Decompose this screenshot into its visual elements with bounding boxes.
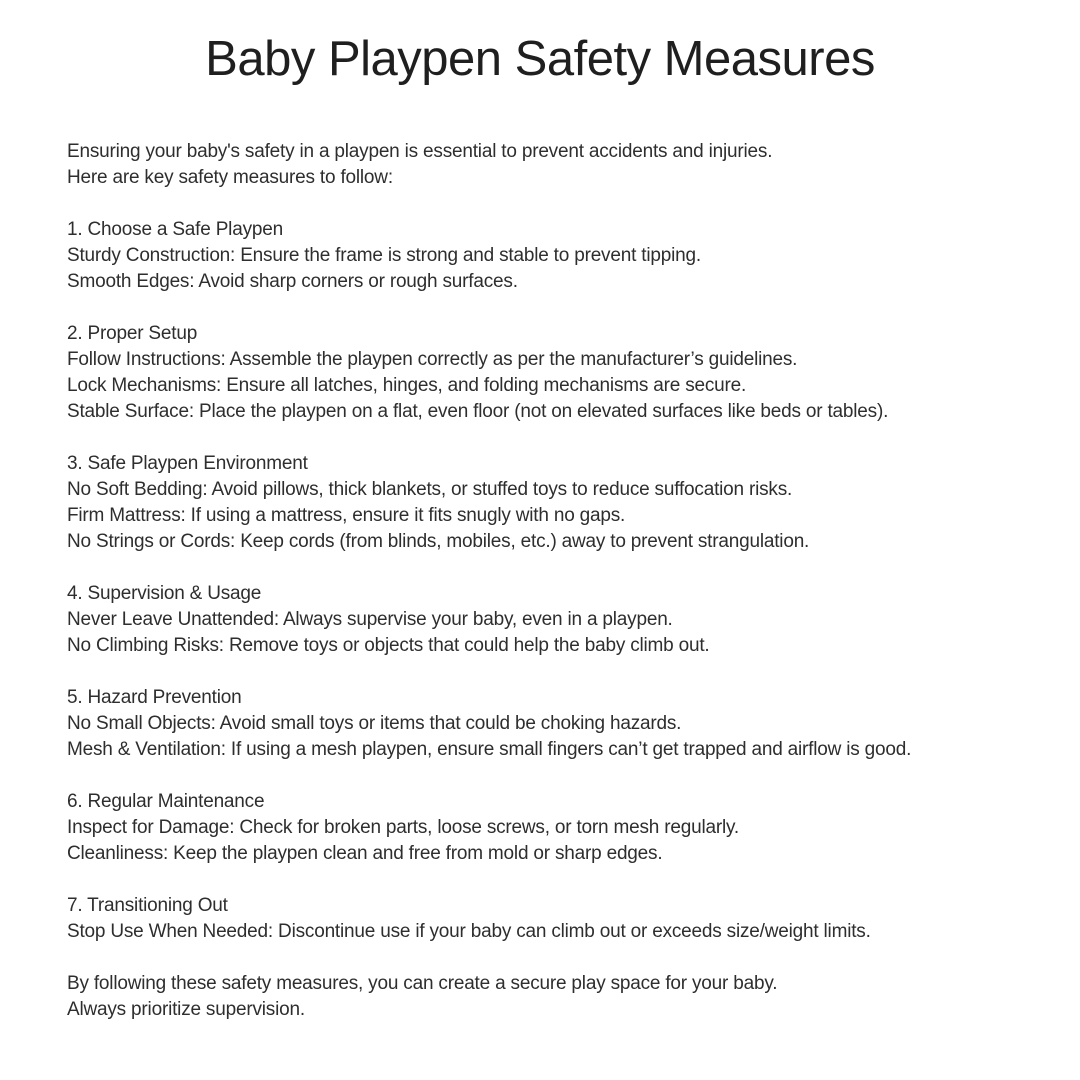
text-line: Inspect for Damage: Check for broken parts, loose screws, or torn mesh regularly. <box>67 816 739 838</box>
section-heading: 1. Choose a Safe Playpen <box>67 218 283 240</box>
outro-paragraph <box>67 971 1040 1023</box>
section-heading: 7. Transitioning Out <box>67 894 228 916</box>
text-line: No Soft Bedding: Avoid pillows, thick blankets, or stuffed toys to reduce suffocation risks. <box>67 478 793 500</box>
text-line: Never Leave Unattended: Always supervise your baby, even in a playpen. <box>67 608 673 630</box>
document-body <box>67 139 1040 1023</box>
text-line: Cleanliness: Keep the playpen clean and free from mold or sharp edges. <box>67 842 663 864</box>
section-heading: 5. Hazard Prevention <box>67 686 242 708</box>
text-line: No Climbing Risks: Remove toys or objects that could help the baby climb out. <box>67 634 710 656</box>
section-7 <box>67 893 1040 945</box>
text-line: Ensuring your baby's safety in a playpen is essential to prevent accidents and injuries. <box>67 140 773 162</box>
text-line: Always prioritize supervision. <box>67 998 305 1020</box>
text-line: Mesh & Ventilation: If using a mesh playpen, ensure small fingers can’t get trapped and airflow is good. <box>67 738 912 760</box>
section-2 <box>67 321 1040 425</box>
text-line: By following these safety measures, you can create a secure play space for your baby. <box>67 972 778 994</box>
text-line: Sturdy Construction: Ensure the frame is strong and stable to prevent tipping. <box>67 244 701 266</box>
page-title: Baby Playpen Safety Measures <box>205 32 875 86</box>
section-4 <box>67 581 1040 659</box>
text-line: Stop Use When Needed: Discontinue use if your baby can climb out or exceeds size/weight limits. <box>67 920 871 942</box>
section-heading: 6. Regular Maintenance <box>67 790 265 812</box>
section-6 <box>67 789 1040 867</box>
section-heading: 3. Safe Playpen Environment <box>67 452 308 474</box>
section-3 <box>67 451 1040 555</box>
section-1 <box>67 217 1040 295</box>
text-line: Follow Instructions: Assemble the playpen correctly as per the manufacturer’s guidelines. <box>67 348 798 370</box>
text-line: No Strings or Cords: Keep cords (from blinds, mobiles, etc.) away to prevent strangulation. <box>67 530 810 552</box>
section-5 <box>67 685 1040 763</box>
text-line: Smooth Edges: Avoid sharp corners or rough surfaces. <box>67 270 518 292</box>
text-line: Here are key safety measures to follow: <box>67 166 393 188</box>
text-line: Stable Surface: Place the playpen on a flat, even floor (not on elevated surfaces like beds or tables). <box>67 400 889 422</box>
text-line: Lock Mechanisms: Ensure all latches, hinges, and folding mechanisms are secure. <box>67 374 747 396</box>
section-heading: 2. Proper Setup <box>67 322 198 344</box>
intro-paragraph <box>67 139 1040 191</box>
section-heading: 4. Supervision & Usage <box>67 582 262 604</box>
text-line: No Small Objects: Avoid small toys or items that could be choking hazards. <box>67 712 682 734</box>
text-line: Firm Mattress: If using a mattress, ensure it fits snugly with no gaps. <box>67 504 626 526</box>
